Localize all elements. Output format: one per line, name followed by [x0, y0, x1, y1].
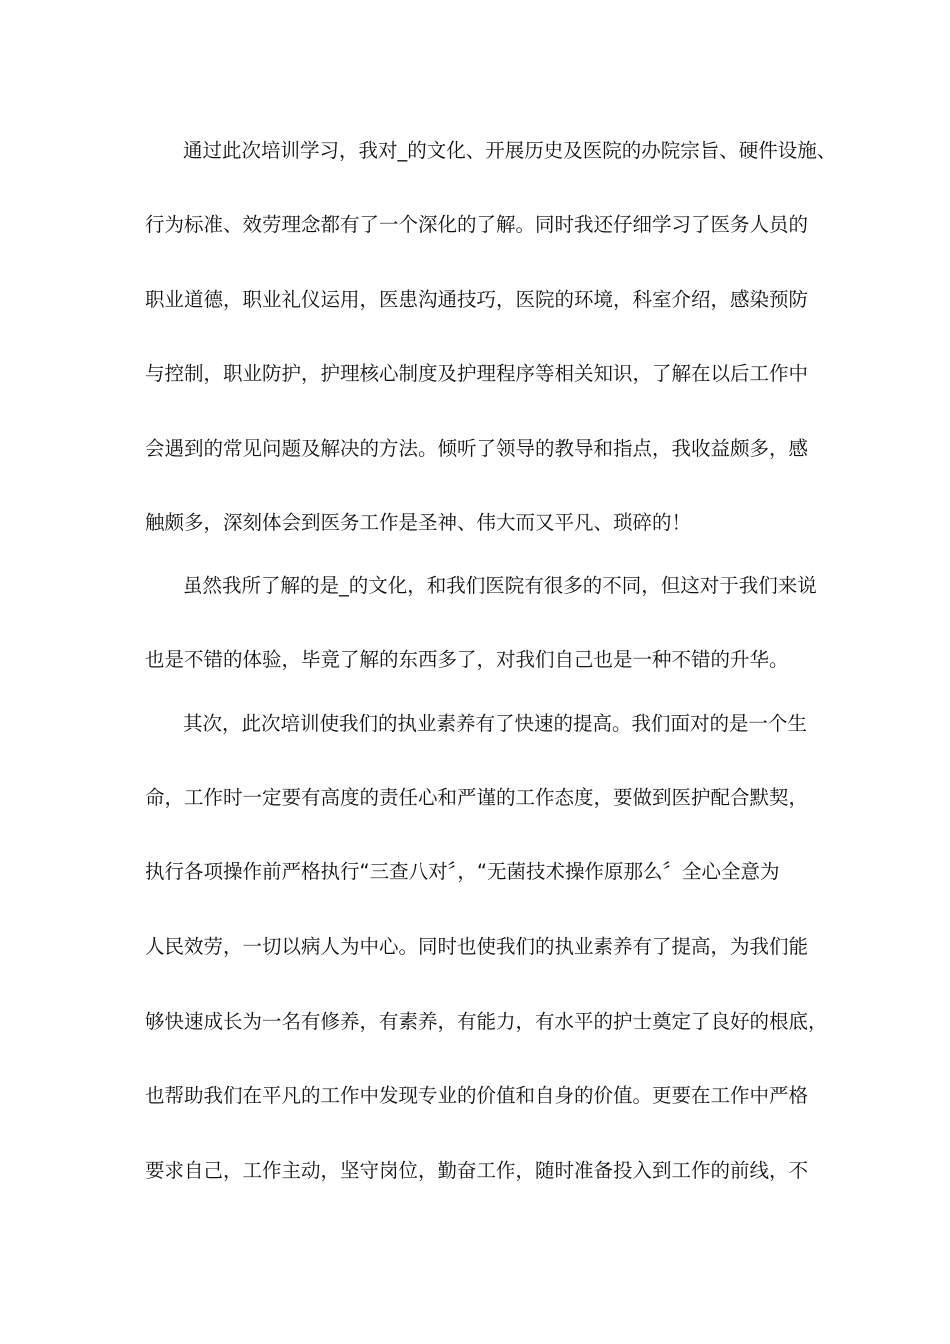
text-line: 要求自己，工作主动，坚守岗位，勤奋工作，随时准备投入到工作的前线，不: [145, 1159, 809, 1182]
text-line: 职业道德，职业礼仪运用，医患沟通技巧，医院的环境，科室介绍，感染预防: [145, 288, 809, 311]
text-line: 命，工作时一定要有高度的责任心和严谨的工作态度，要做到医护配合默契，: [145, 786, 809, 809]
text-line: 行为标准、效劳理念都有了一个深化的了解。同时我还仔细学习了医务人员的: [145, 213, 809, 236]
text-line: 会遇到的常见问题及解决的方法。倾听了领导的教导和指点，我收益颇多，感: [145, 437, 809, 460]
text-line: 执行各项操作前严格执行“三查八对〞，“无菌技术操作原那么〞全心全意为: [145, 860, 780, 883]
text-line: 其次，此次培训使我们的执业素养有了快速的提高。我们面对的是一个生: [183, 712, 808, 735]
text-line: 虽然我所了解的是_的文化，和我们医院有很多的不同，但这对于我们来说: [183, 574, 817, 597]
text-line: 也是不错的体验，毕竟了解的东西多了，对我们自己也是一种不错的升华。: [145, 648, 789, 671]
text-line: 也帮助我们在平凡的工作中发现专业的价值和自身的价值。更要在工作中严格: [145, 1084, 809, 1107]
text-line: 与控制，职业防护，护理核心制度及护理程序等相关知识，了解在以后工作中: [145, 362, 809, 385]
text-line: 通过此次培训学习，我对_的文化、开展历史及医院的办院宗旨、硬件设施、: [183, 139, 837, 162]
text-line: 够快速成长为一名有修养，有素养，有能力，有水平的护士奠定了良好的根底，: [145, 1010, 828, 1033]
text-line: 触颇多，深刻体会到医务工作是圣神、伟大而又平凡、琐碎的！: [145, 511, 692, 534]
text-line: 人民效劳，一切以病人为中心。同时也使我们的执业素养有了提高，为我们能: [145, 935, 809, 958]
